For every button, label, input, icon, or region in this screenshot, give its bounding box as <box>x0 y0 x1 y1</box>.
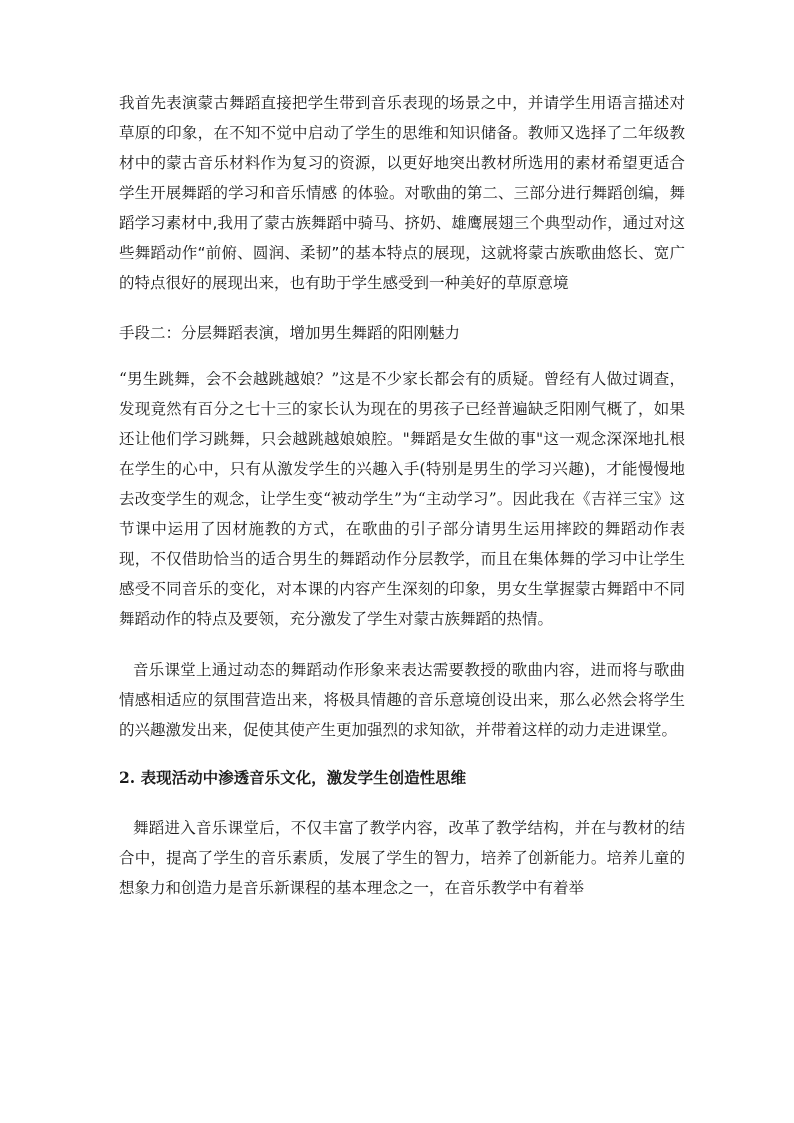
paragraph-creativity: 舞蹈进入音乐课堂后，不仅丰富了教学内容，改革了教学结构，并在与教材的结合中，提高了学生的音乐素质，发展了学生的智力，培养了创新能力。培养儿童的想象力和创造力是音乐新课程的基本理念之一，在音乐教学中有着举 <box>119 819 685 897</box>
document-page <box>119 88 685 903</box>
paragraph-classroom-atmosphere: 音乐课堂上通过动态的舞蹈动作形象来表达需要教授的歌曲内容，进而将与歌曲情感相适应的氛围营造出来，将极具情趣的音乐意境创设出来，那么必然会将学生的兴趣激发出来，促使其使产生更加强烈的求知欲，并带着这样的动力走进课堂。 <box>119 661 685 739</box>
paragraph-dance-performance: 我首先表演蒙古舞蹈直接把学生带到音乐表现的场景之中，并请学生用语言描述对草原的印象，在不知不觉中启动了学生的思维和知识储备。教师又选择了二年级教材中的蒙古音乐材料作为复习的资源，以更好地突出教材所选用的素材希望更适合学生开展舞蹈的学习和音乐情感 的体验。对歌曲的第二、三部分进行舞蹈创编，舞蹈学习素材中,我用了蒙古族舞蹈中骑马、挤奶、雄鹰展翅三个典型动作，通过对这些舞蹈动作“前俯、圆润、柔韧”的基本特点的展现，这就将蒙古族歌曲悠长、宽广的特点很好的展现出来，也有助于学生感受到一种美好的草原意境 <box>119 94 685 292</box>
section-heading-2: 2. 表现活动中渗透音乐文化，激发学生创造性思维 <box>119 768 467 787</box>
subheading-method-two: 手段二：分层舞蹈表演，增加男生舞蹈的阳刚魅力 <box>119 324 461 342</box>
paragraph-boys-dance: “男生跳舞，会不会越跳越娘？”这是不少家长都会有的质疑。曾经有人做过调查，发现竟然有百分之七十三的家长认为现在的男孩子已经普遍缺乏阳刚气概了，如果还让他们学习跳舞，只会越跳越娘娘腔。"舞蹈是女生做的事"这一观念深深地扎根在学生的心中，只有从激发学生的兴趣入手(特别是男生的学习兴趣)，才能慢慢地去改变学生的观念，让学生变“被动学生”为“主动学习”。因此我在《吉祥三宝》这节课中运用了因材施教的方式，在歌曲的引子部分请男生运用摔跤的舞蹈动作表现，不仅借助恰当的适合男生的舞蹈动作分层教学，而且在集体舞的学习中让学生感受不同音乐的变化，对本课的内容产生深刻的印象，男女生掌握蒙古舞蹈中不同舞蹈动作的特点及要领，充分激发了学生对蒙古族舞蹈的热情。 <box>119 370 685 628</box>
